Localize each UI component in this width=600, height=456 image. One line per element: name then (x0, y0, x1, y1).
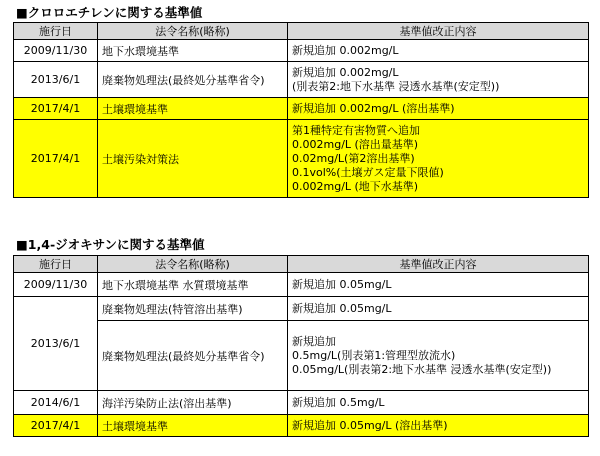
row-detail (288, 297, 589, 321)
section1-table (13, 22, 589, 198)
header-detail: 基準値改正内容 (288, 23, 589, 40)
detail-line: 0.02mg/L(第2溶出基準) (292, 151, 415, 165)
row-date: 2017/4/1 (14, 98, 98, 120)
row-law: 廃棄物処理法(最終処分基準省令) (98, 321, 288, 391)
section2-title: ■1,4-ジオキサンに関する基準値 (16, 237, 205, 252)
row-law: 地下水環境基準 水質環境基準 (98, 273, 288, 297)
row-detail (288, 273, 589, 297)
detail-line: 0.5mg/L(別表第1:管理型放流水) (292, 348, 456, 362)
detail-line: 新規追加 0.002mg/L (溶出基準) (292, 101, 455, 115)
header-date: 施行日 (14, 256, 98, 273)
detail-line: 新規追加 0.05mg/L (292, 277, 392, 291)
table-row-highlighted (14, 98, 589, 120)
section2-table (13, 255, 589, 437)
table-row (14, 391, 589, 415)
detail-line: 新規追加 0.002mg/L (292, 65, 399, 79)
row-date: 2013/6/1 (14, 297, 98, 391)
row-detail (288, 321, 589, 391)
row-law: 土壌環境基準 (98, 415, 288, 437)
row-date: 2013/6/1 (14, 62, 98, 98)
header-detail: 基準値改正内容 (288, 256, 589, 273)
table-row (14, 321, 589, 391)
row-date: 2014/6/1 (14, 391, 98, 415)
header-law: 法令名称(略称) (98, 256, 288, 273)
row-date: 2017/4/1 (14, 120, 98, 198)
table-row (14, 40, 589, 62)
detail-line: 0.002mg/L (溶出量基準) (292, 137, 419, 151)
row-law: 廃棄物処理法(最終処分基準省令) (98, 62, 288, 98)
detail-line: 新規追加 0.5mg/L (292, 395, 385, 409)
row-detail (288, 391, 589, 415)
table-header-row (14, 256, 589, 273)
detail-line: 新規追加 0.05mg/L (292, 301, 392, 315)
detail-line: 第1種特定有害物質へ追加 (292, 123, 420, 137)
row-law: 廃棄物処理法(特管溶出基準) (98, 297, 288, 321)
detail-line: 0.05mg/L(別表第2:地下水基準 浸透水基準(安定型)) (292, 362, 552, 376)
table-row (14, 273, 589, 297)
row-detail (288, 120, 589, 198)
row-date: 2017/4/1 (14, 415, 98, 437)
row-law: 海洋汚染防止法(溶出基準) (98, 391, 288, 415)
row-detail (288, 40, 589, 62)
row-date: 2009/11/30 (14, 40, 98, 62)
header-law: 法令名称(略称) (98, 23, 288, 40)
table-header-row (14, 23, 589, 40)
detail-line: 0.1vol%(土壌ガス定量下限値) (292, 165, 444, 179)
table-row (14, 62, 589, 98)
section1-title: ■クロロエチレンに関する基準値 (16, 5, 203, 20)
detail-line: 新規追加 (292, 334, 336, 348)
row-detail (288, 62, 589, 98)
header-date: 施行日 (14, 23, 98, 40)
detail-line: 新規追加 0.05mg/L (溶出基準) (292, 418, 448, 432)
detail-line: (別表第2:地下水基準 浸透水基準(安定型)) (292, 79, 500, 93)
row-detail (288, 98, 589, 120)
table-row-highlighted (14, 415, 589, 437)
table-row-highlighted (14, 120, 589, 198)
row-law: 地下水環境基準 (98, 40, 288, 62)
detail-line: 新規追加 0.002mg/L (292, 43, 399, 57)
row-law: 土壌環境基準 (98, 98, 288, 120)
row-date: 2009/11/30 (14, 273, 98, 297)
table-row (14, 297, 589, 321)
detail-line: 0.002mg/L (地下水基準) (292, 179, 419, 193)
row-law: 土壌汚染対策法 (98, 120, 288, 198)
row-detail (288, 415, 589, 437)
